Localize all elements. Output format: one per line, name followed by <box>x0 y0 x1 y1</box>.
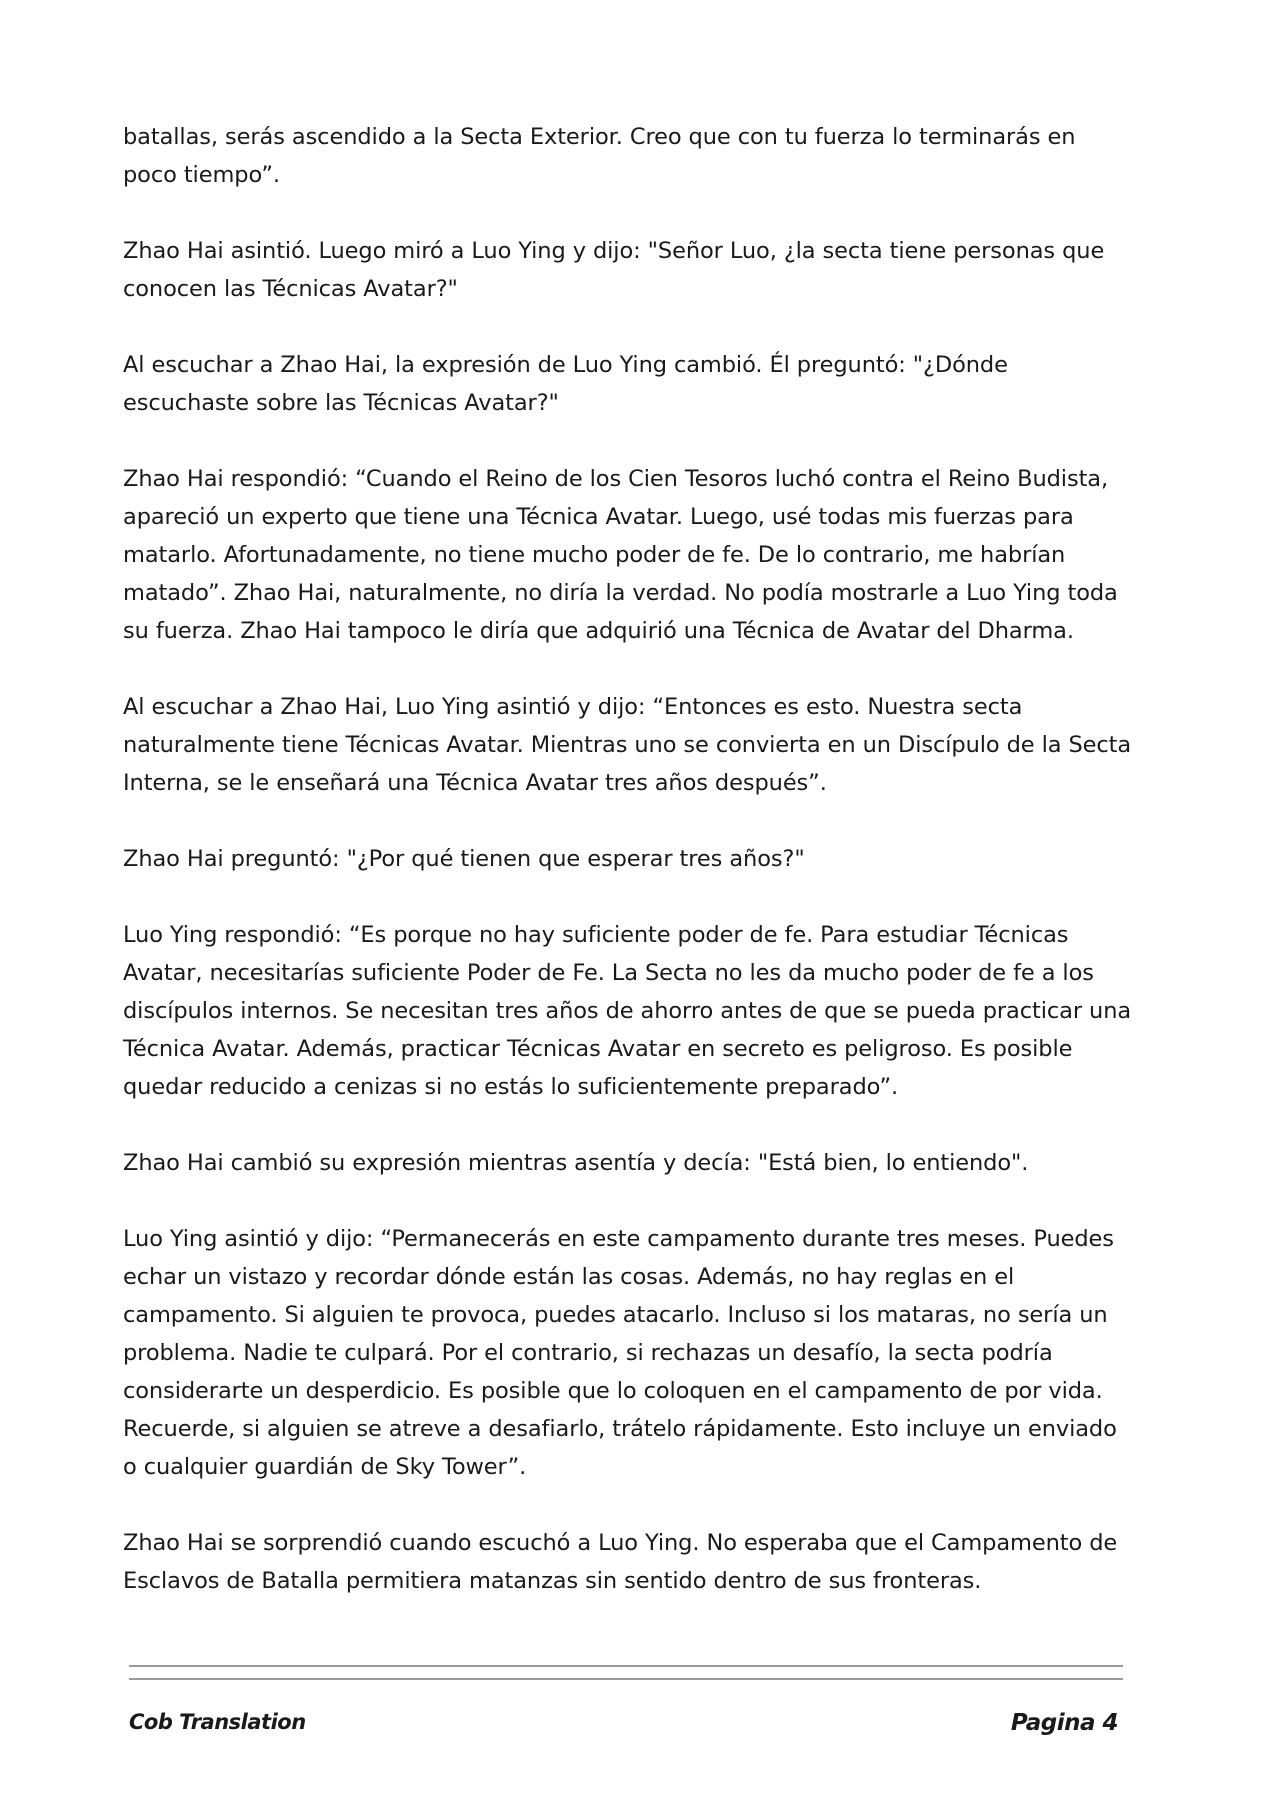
footer-divider <box>129 1678 1123 1680</box>
paragraph: Zhao Hai se sorprendió cuando escuchó a Luo Ying. No esperaba que el Campamento de Esclavos de Batalla permitiera matanzas sin sentido dentro de sus fronteras. <box>123 1530 1118 1594</box>
footer-publisher: Cob Translation <box>129 1710 306 1734</box>
footer-page-number: Pagina 4 <box>1010 1710 1118 1736</box>
paragraph: Zhao Hai asintió. Luego miró a Luo Ying y dijo: "Señor Luo, ¿la secta tiene personas que conocen las Técnicas Avatar?" <box>123 238 1105 302</box>
paragraph: Luo Ying respondió: “Es porque no hay suficiente poder de fe. Para estudiar Técnicas Avatar, necesitarías suficiente Poder de Fe. La Secta no les da mucho poder de fe a los discípulos internos. Se necesitan tres años de ahorro antes de que se pueda practicar una Técnica Avatar. Además, practicar Técnicas Avatar en secreto es peligroso. Es posible quedar reducido a cenizas si no estás lo suficientemente preparado”. <box>123 922 1132 1100</box>
paragraph: batallas, serás ascendido a la Secta Exterior. Creo que con tu fuerza lo terminarás en poco tiempo”. <box>123 124 1076 188</box>
paragraph: Zhao Hai cambió su expresión mientras asentía y decía: "Está bien, lo entiendo". <box>123 1150 1029 1176</box>
footer-divider <box>129 1665 1123 1667</box>
paragraph: Zhao Hai preguntó: "¿Por qué tienen que esperar tres años?" <box>123 846 805 872</box>
paragraph: Zhao Hai respondió: “Cuando el Reino de los Cien Tesoros luchó contra el Reino Budista, apareció un experto que tiene una Técnica Avatar. Luego, usé todas mis fuerzas para matarlo. Afortunadamente, no tiene mucho poder de fe. De lo contrario, me habrían matado”. Zhao Hai, naturalmente, no diría la verdad. No podía mostrarle a Luo Ying toda su fuerza. Zhao Hai tampoco le diría que adquirió una Técnica de Avatar del Dharma. <box>123 466 1118 644</box>
paragraph: Luo Ying asintió y dijo: “Permanecerás en este campamento durante tres meses. Puedes echar un vistazo y recordar dónde están las cosas. Además, no hay reglas en el campamento. Si alguien te provoca, puedes atacarlo. Incluso si los mataras, no sería un problema. Nadie te culpará. Por el contrario, si rechazas un desafío, la secta podría considerarte un desperdicio. Es posible que lo coloquen en el campamento de por vida. Recuerde, si alguien se atreve a desafiarlo, trátelo rápidamente. Esto incluye un enviado o cualquier guardián de Sky Tower”. <box>123 1226 1117 1480</box>
paragraph: Al escuchar a Zhao Hai, la expresión de Luo Ying cambió. Él preguntó: "¿Dónde escuchaste sobre las Técnicas Avatar?" <box>123 352 1008 416</box>
paragraph: Al escuchar a Zhao Hai, Luo Ying asintió y dijo: “Entonces es esto. Nuestra secta naturalmente tiene Técnicas Avatar. Mientras uno se convierta en un Discípulo de la Secta Interna, se le enseñará una Técnica Avatar tres años después”. <box>123 694 1132 796</box>
document-body <box>123 118 1133 1638</box>
